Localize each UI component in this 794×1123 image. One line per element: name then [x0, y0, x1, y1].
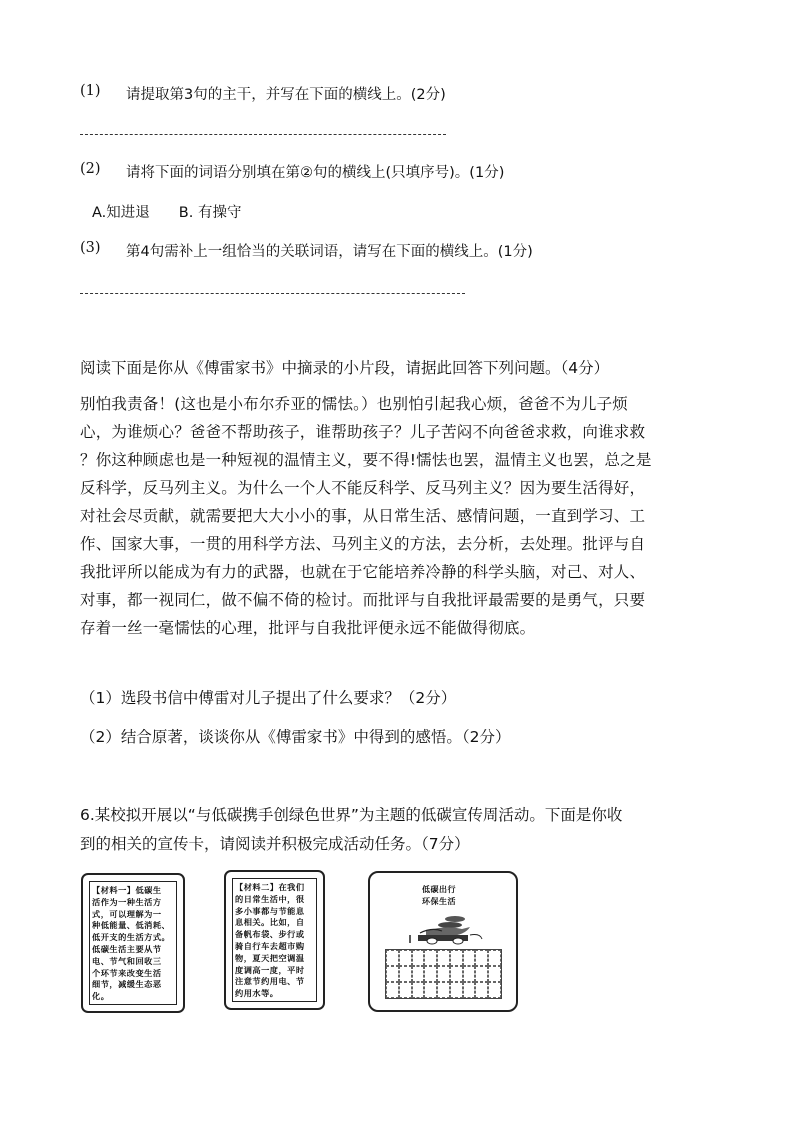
passage-line: 对社会尽贡献，就需要把大大小小的事，从日常生活、感情问题，一直到学习、工: [80, 507, 646, 525]
q2-number: (2): [80, 161, 101, 177]
passage-line: 存着一丝一毫懦怯的心理，批评与自我批评便永远不能做得彻底。: [80, 619, 536, 637]
passage-line: ？你这种顾虑也是一种短视的温情主义，要不得!懦怯也罢，温情主义也罢，总之是: [80, 451, 652, 469]
reading-q1: （1）选段书信中傅雷对儿子提出了什么要求？（2分）: [80, 689, 457, 707]
passage: [80, 390, 720, 642]
poster-title-1: 低碳出行: [422, 885, 456, 894]
passage-line: 心，为谁烦心？爸爸不帮助孩子，谁帮助孩子？儿子苦闷不向爸爸求救，向谁求救: [80, 423, 646, 441]
answer-line-3[interactable]: [80, 293, 465, 294]
answer-line-1[interactable]: [80, 134, 446, 135]
writing-grid[interactable]: [385, 949, 502, 999]
q3-text: 第4句需补上一组恰当的关联词语，请写在下面的横线上。(1分): [126, 244, 533, 260]
q6-line1: 6.某校拟开展以“与低碳携手创绿色世界”为主题的低碳宣传周活动。下面是你收: [80, 806, 623, 824]
passage-line: 作、国家大事，一贯的用科学方法、马列主义的方法，去分析，去处理。批评与自: [80, 535, 646, 553]
passage-line: 我批评所以能成为有力的武器，也就在于它能培养冷静的科学头脑，对己、对人、: [80, 563, 646, 581]
reading-intro: 阅读下面是你从《傅雷家书》中摘录的小片段，请据此回答下列问题。（4分）: [80, 359, 610, 377]
passage-line: 反科学，反马列主义。为什么一个人不能反科学、反马列主义？因为要生活得好，: [80, 479, 646, 497]
q3-number: (3): [80, 240, 101, 256]
material-card-2: [224, 870, 325, 1010]
card-2-text: 【材料二】在我们 的日常生活中，很 多小事都与节能息 息相关。比如，自 备帆布袋、步行或 骑自行车去超市购 物，夏天把空调温 度调高一度，平时 注意节约用电、节 约用水等。: [235, 882, 305, 999]
card-1-text: 【材料一】低碳生 活作为一种生活方 式，可以理解为一 种低能量、低消耗、 低开支的生活方式。 低碳生活主要从节 电、节气和回收三 个环节来改变生活 细节，减缓生态恶化。: [92, 885, 171, 1002]
q2-text: 请将下面的词语分别填在第②句的横线上(只填序号)。(1分): [126, 165, 505, 181]
passage-line: 对事，都一视同仁，做不偏不倚的检讨。而批评与自我批评最需要的是勇气，只要: [80, 591, 646, 609]
q1-text: 请提取第3句的主干，并写在下面的横线上。(2分): [126, 87, 446, 103]
q6-line2: 到的相关的宣传卡，请阅读并积极完成活动任务。（7分）: [80, 835, 470, 853]
poster-card: [368, 871, 518, 1012]
poster-title-2: 环保生活: [422, 897, 456, 906]
passage-line: 别怕我责备！(这也是小布尔乔亚的懦怯。）也别怕引起我心烦，爸爸不为儿子烦: [80, 395, 628, 413]
reading-q2: （2）结合原著，谈谈你从《傅雷家书》中得到的感悟。（2分）: [80, 728, 511, 746]
q1-number: (1): [80, 83, 101, 99]
q2-options: A.知进退 B. 有操守: [92, 205, 242, 221]
material-card-1: [81, 873, 185, 1013]
